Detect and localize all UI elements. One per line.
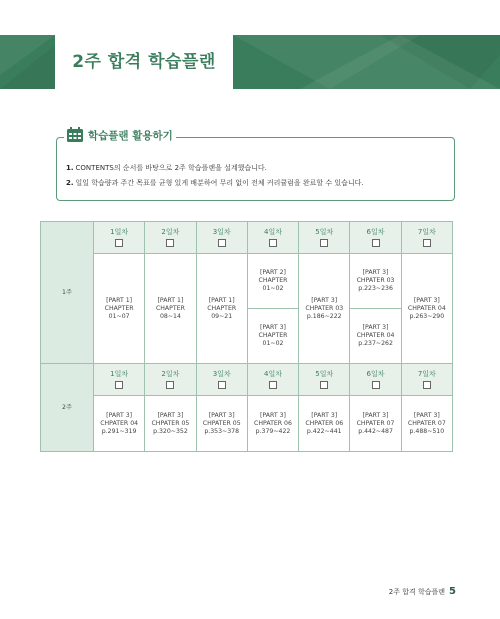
day-header	[94, 222, 145, 254]
cell-range: p.488~510	[409, 427, 445, 435]
cell-chapter: CHAPTER	[207, 304, 237, 312]
plan-cell	[350, 254, 401, 309]
day-header	[401, 222, 452, 254]
header-banner	[0, 35, 500, 89]
cell-range: p.422~441	[306, 427, 342, 435]
week-label: 1주	[41, 222, 94, 364]
cell-chapter: CHPATER 07	[407, 419, 446, 427]
plan-cell	[247, 396, 298, 452]
cell-range: 01~02	[262, 285, 284, 292]
day-checkbox[interactable]	[218, 239, 226, 247]
cell-range: 08~14	[159, 312, 181, 320]
plan-cell	[299, 396, 350, 452]
cell-part: [PART 3]	[260, 324, 286, 331]
cell-part: [PART 3]	[260, 411, 286, 419]
plan-cell	[196, 254, 247, 364]
day-label: 5일차	[315, 369, 334, 378]
cell-part: [PART 3]	[208, 411, 235, 419]
day-checkbox[interactable]	[269, 239, 277, 247]
cell-part: [PART 3]	[362, 411, 389, 419]
day-checkbox[interactable]	[269, 381, 277, 389]
day-header	[196, 364, 247, 396]
cell-part: [PART 3]	[362, 269, 389, 276]
cell-chapter: CHAPTER	[104, 304, 134, 312]
cell-range: p.379~422	[255, 427, 291, 435]
title-box	[55, 35, 233, 89]
day-label: 3일차	[212, 227, 231, 236]
day-label: 5일차	[315, 227, 334, 236]
day-header	[247, 364, 298, 396]
cell-chapter: CHAPTER	[155, 304, 185, 312]
cell-part: [PART 3]	[157, 411, 184, 419]
cell-range: 09~21	[211, 312, 233, 320]
day-label: 3일차	[212, 369, 231, 378]
day-checkbox[interactable]	[320, 239, 328, 247]
day-label: 1일차	[110, 369, 129, 378]
cell-chapter: CHPATER 07	[356, 419, 395, 427]
day-label: 1일차	[110, 227, 129, 236]
guide-title: 학습플랜 활용하기	[88, 130, 173, 142]
plan-cell	[247, 309, 298, 364]
cell-chapter: CHPATER 03	[356, 277, 395, 284]
cell-part: [PART 3]	[413, 296, 440, 304]
plan-cell	[145, 396, 196, 452]
cell-chapter: CHPATER 04	[100, 419, 139, 427]
day-header	[247, 222, 298, 254]
day-header	[145, 364, 196, 396]
plan-cell	[94, 396, 145, 452]
day-label: 7일차	[417, 369, 436, 378]
plan-cell	[401, 254, 452, 364]
plan-cell	[401, 396, 452, 452]
cell-chapter: CHPATER 04	[407, 304, 446, 312]
calendar-icon	[66, 127, 84, 143]
day-label: 4일차	[263, 227, 282, 236]
day-checkbox[interactable]	[372, 239, 380, 247]
guide-line-2	[66, 178, 364, 188]
cell-chapter: CHPATER 03	[305, 304, 344, 312]
cell-range: p.263~290	[409, 312, 445, 320]
study-plan-table	[40, 221, 453, 452]
day-label: 7일차	[417, 227, 436, 236]
plan-cell	[350, 309, 401, 364]
plan-cell	[247, 254, 298, 309]
guide-box	[56, 137, 455, 201]
cell-range: p.442~487	[358, 427, 393, 435]
cell-range: 01~02	[262, 340, 284, 347]
footer-title: 2주 합격 학습플랜	[388, 588, 446, 596]
day-label: 6일차	[366, 369, 385, 378]
plan-cell	[94, 254, 145, 364]
day-header	[350, 364, 401, 396]
cell-chapter: CHPATER 04	[356, 332, 395, 339]
day-header	[196, 222, 247, 254]
plan-cell	[145, 254, 196, 364]
day-checkbox[interactable]	[218, 381, 226, 389]
day-header	[350, 222, 401, 254]
day-checkbox[interactable]	[115, 239, 123, 247]
day-header	[299, 222, 350, 254]
cell-range: p.186~222	[306, 312, 342, 320]
cell-range: 01~07	[108, 312, 130, 320]
cell-part: [PART 3]	[311, 296, 338, 304]
page-footer	[389, 586, 456, 597]
day-label: 6일차	[366, 227, 385, 236]
cell-part: [PART 1]	[157, 296, 184, 304]
cell-part: [PART 1]	[106, 296, 133, 304]
day-header	[401, 364, 452, 396]
guide-line-text: CONTENTS의 순서를 바탕으로 2주 학습플랜을 설계했습니다.	[75, 164, 267, 172]
day-checkbox[interactable]	[423, 239, 431, 247]
plan-cell	[196, 396, 247, 452]
page-title: 2주 합격 학습플랜	[72, 52, 216, 72]
cell-chapter: CHPATER 05	[202, 419, 241, 427]
cell-range: p.223~236	[358, 285, 393, 292]
cell-range: p.291~319	[101, 427, 137, 435]
day-checkbox[interactable]	[166, 381, 174, 389]
cell-chapter: CHAPTER	[258, 332, 288, 339]
cell-chapter: CHPATER 06	[305, 419, 344, 427]
day-label: 4일차	[263, 369, 282, 378]
day-label: 2일차	[161, 227, 180, 236]
day-header	[94, 364, 145, 396]
week1-day-header-row	[41, 222, 453, 254]
day-label: 2일차	[161, 369, 180, 378]
day-checkbox[interactable]	[115, 381, 123, 389]
cell-part: [PART 3]	[106, 411, 133, 419]
day-checkbox[interactable]	[166, 239, 174, 247]
cell-part: [PART 3]	[311, 411, 338, 419]
cell-part: [PART 1]	[208, 296, 235, 304]
cell-chapter: CHPATER 05	[151, 419, 190, 427]
plan-cell	[350, 396, 401, 452]
cell-range: p.237~262	[358, 340, 393, 347]
cell-chapter: CHAPTER	[258, 277, 288, 284]
cell-range: p.320~352	[153, 427, 188, 435]
cell-part: [PART 3]	[362, 324, 389, 331]
week1-content-row	[41, 254, 453, 309]
day-header	[145, 222, 196, 254]
guide-line-number: 2.	[66, 179, 74, 187]
cell-range: p.353~378	[204, 427, 240, 435]
page-number: 5	[449, 586, 456, 597]
week-label: 2주	[41, 364, 94, 452]
day-checkbox[interactable]	[320, 381, 328, 389]
day-header	[299, 364, 350, 396]
cell-chapter: CHPATER 06	[254, 419, 292, 427]
plan-cell	[299, 254, 350, 364]
guide-line-text: 일일 학습량과 주간 목표를 균형 있게 배분하여 무리 없이 전체 커리큘럼을 완료할 수 있습니다.	[75, 179, 364, 187]
day-checkbox[interactable]	[372, 381, 380, 389]
week2-day-header-row	[41, 364, 453, 396]
guide-line-number: 1.	[66, 164, 74, 172]
guide-line-1	[66, 163, 267, 173]
cell-part: [PART 3]	[413, 411, 440, 419]
day-checkbox[interactable]	[423, 381, 431, 389]
week2-content-row	[41, 396, 453, 452]
cell-part: [PART 2]	[260, 269, 286, 276]
